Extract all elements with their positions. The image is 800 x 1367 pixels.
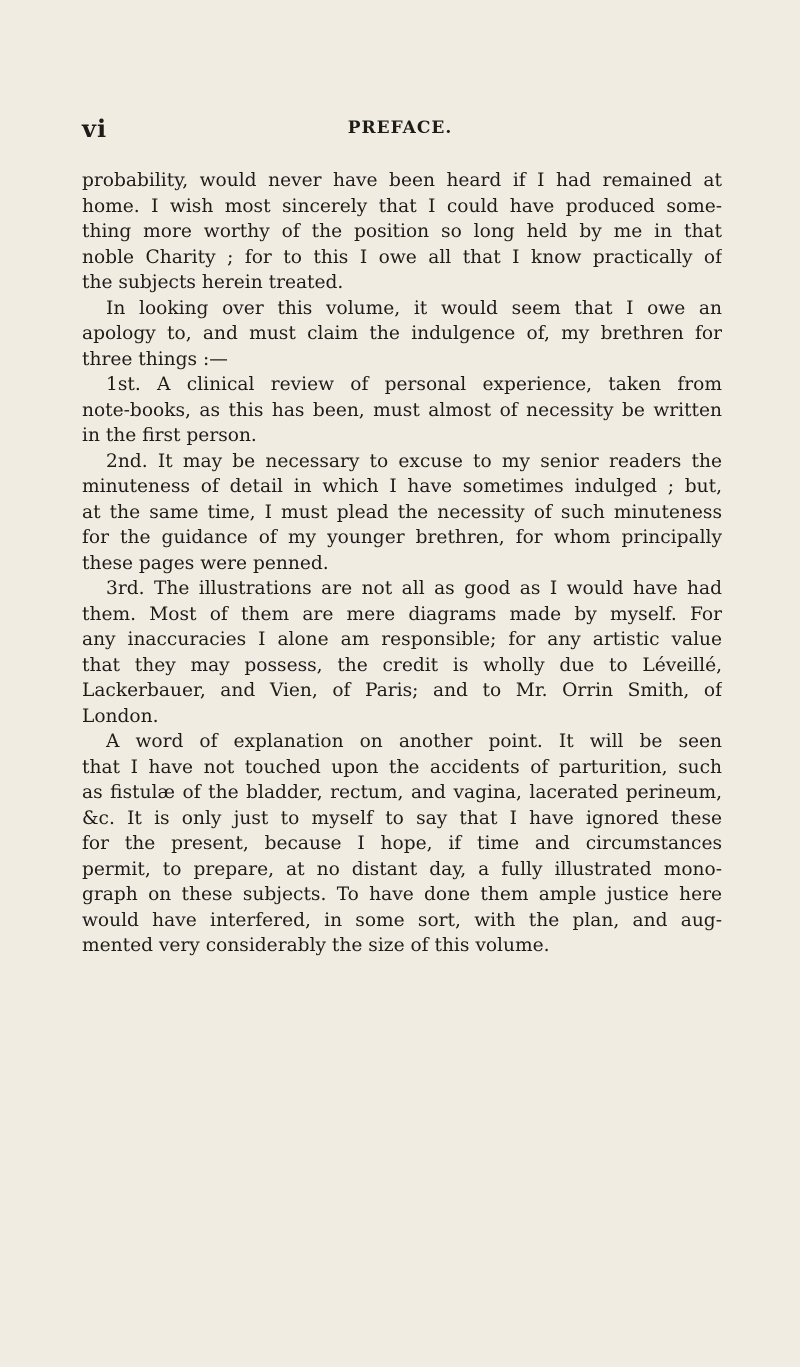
text-line: Lackerbauer, and Vien, of Paris; and to Mr. Orrin Smith, of — [82, 680, 722, 701]
text-line: In looking over this volume, it would seem that I owe an — [106, 297, 722, 319]
text-line: probability, would never have been heard if I had remained at — [82, 170, 722, 191]
text-line: noble Charity ; for to this I owe all that I know practically of — [82, 246, 722, 268]
text-line: thing more worthy of the position so long held by me in that — [82, 221, 722, 242]
text-line: apology to, and must claim the indulgence of, my brethren for — [82, 323, 722, 344]
text-line: for the present, because I hope, if time and circumstances — [82, 833, 722, 854]
text-line: 2nd. It may be necessary to excuse to my senior readers the — [106, 450, 722, 472]
text-line: graph on these subjects. To have done them ample justice here — [82, 884, 722, 905]
text-line: note-books, as this has been, must almost of necessity be written — [82, 399, 722, 421]
text-line: them. Most of them are mere diagrams made by myself. For — [82, 603, 722, 625]
text-line: 1st. A clinical review of personal experience, taken from — [106, 374, 722, 395]
text-line: any inaccuracies I alone am responsible; for any artistic value — [82, 629, 722, 650]
text-line: 3rd. The illustrations are not all as good as I would have had — [106, 578, 722, 599]
text-line: three things :— — [82, 348, 228, 370]
text-line: permit, to prepare, at no distant day, a fully illustrated mono- — [82, 858, 722, 880]
page-number: vi — [82, 114, 108, 143]
text-line: these pages were penned. — [82, 552, 329, 574]
text-line: would have interfered, in some sort, with the plan, and aug- — [82, 909, 722, 931]
text-line: in the first person. — [82, 425, 257, 446]
running-head: PREFACE. — [347, 118, 453, 138]
text-line: the subjects herein treated. — [82, 272, 344, 293]
text-line: &c. It is only just to myself to say that I have ignored these — [82, 807, 722, 829]
text-line: that I have not touched upon the accidents of parturition, such — [82, 756, 722, 778]
text-line: London. — [82, 705, 159, 727]
preface-body-text — [82, 168, 722, 959]
text-line: home. I wish most sincerely that I could have produced some- — [82, 195, 722, 217]
text-line: minuteness of detail in which I have sometimes indulged ; but, — [82, 476, 722, 497]
text-line: A word of explanation on another point. It will be seen — [106, 731, 722, 752]
text-line: at the same time, I must plead the necessity of such minuteness — [82, 501, 722, 523]
text-line: that they may possess, the credit is wholly due to Léveillé, — [82, 654, 722, 676]
text-line: for the guidance of my younger brethren, for whom principally — [82, 527, 722, 548]
text-line: as fistulæ of the bladder, rectum, and vagina, lacerated perineum, — [82, 782, 722, 803]
text-line: mented very considerably the size of this volume. — [82, 935, 550, 956]
